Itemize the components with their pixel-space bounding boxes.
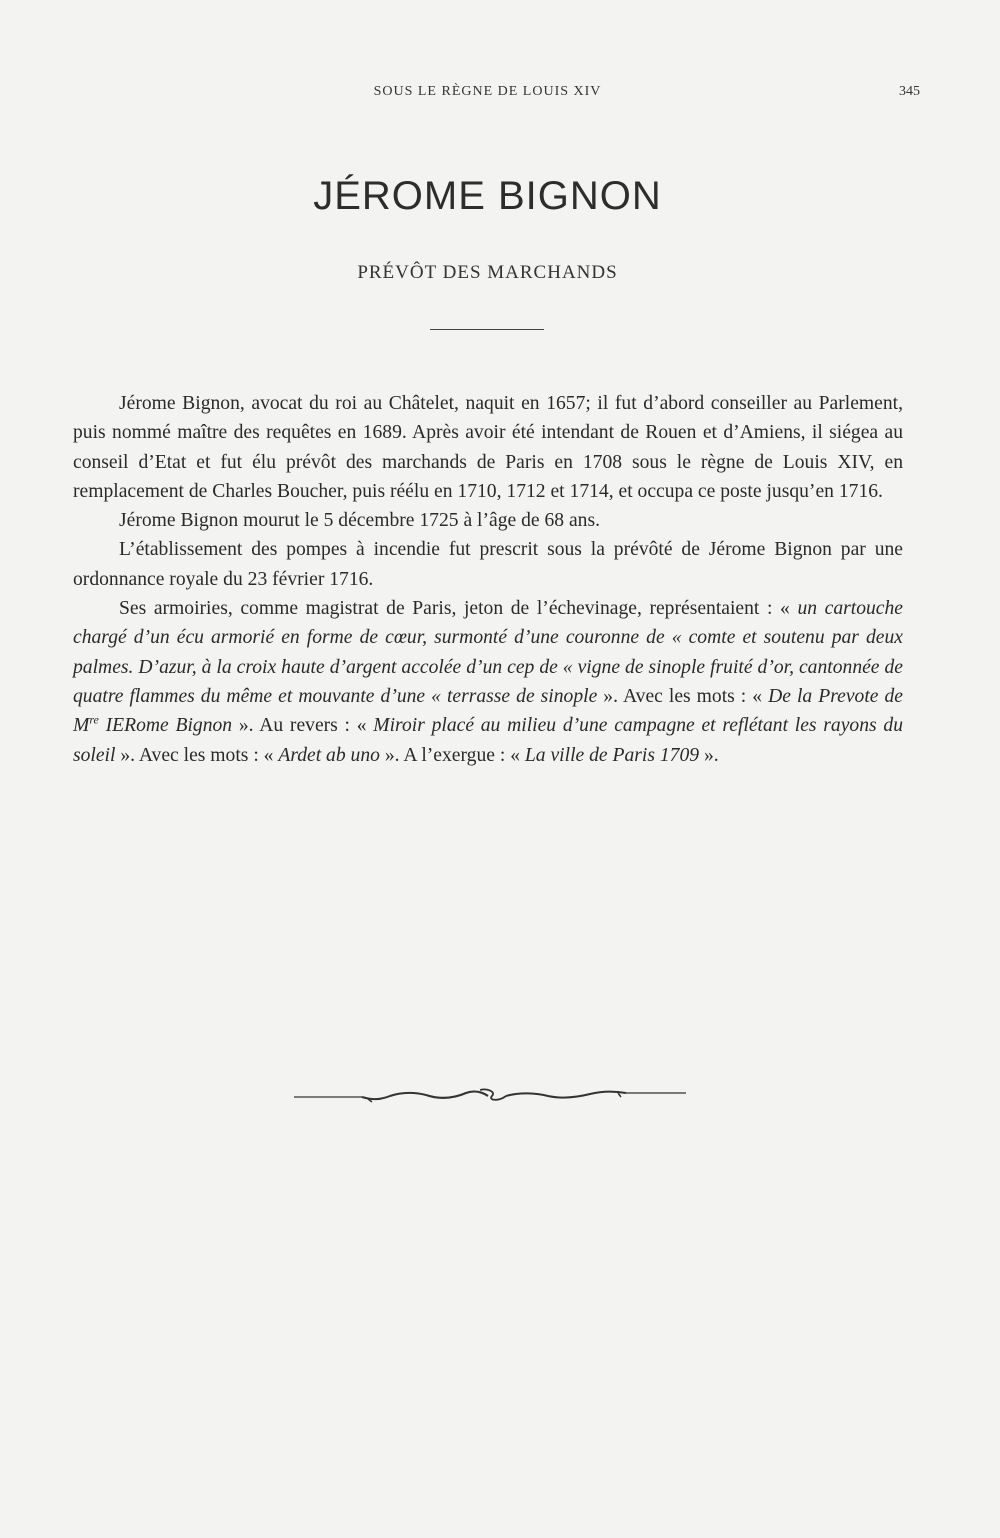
exergue-quote-close: ».	[699, 744, 719, 766]
paragraph-death: Jérome Bignon mourut le 5 décembre 1725 à l’âge de 68 ans.	[119, 510, 600, 532]
paragraph-arms	[73, 594, 903, 770]
reverse-quote-close: ». Avec les mots : «	[115, 744, 279, 766]
tailpiece-ornament	[292, 1078, 688, 1108]
reverse-description: Miroir placé au milieu d’une campagne et reflétant les rayons du soleil	[73, 715, 903, 766]
body-text	[73, 389, 903, 770]
arms-description: un cartouche chargé d’un écu armorié en forme de cœur, surmonté d’une couronne de « comte et soutenu par deux palmes. D’azur, à la croix haute d’argent accolée d’un cep de « vigne de sinople fruité d’or, cantonnée de quatre flammes du même et mouvante d’une « terrasse de sinople	[73, 598, 903, 707]
paragraph-biography: Jérome Bignon, avocat du roi au Châtelet, naquit en 1657; il fut d’abord conseiller au Parlement, puis nommé maître des requêtes en 1689. Après avoir été intendant de Rouen et d’Amiens, il siégea au conseil d’Etat et fut élu prévôt des marchands de Paris en 1708 sous le règne de Louis XIV, en remplacement de Charles Boucher, puis réélu en 1710, 1712 et 1714, et occupa ce poste jusqu’en 1716.	[73, 393, 903, 502]
legend-text-b: IERome Bignon	[98, 715, 233, 737]
motto-quote-close: ». A l’exergue : «	[379, 744, 525, 766]
paragraph-fire-pumps: L’établissement des pompes à incendie fut prescrit sous la prévôté de Jérome Bignon par une ordonnance royale du 23 février 1716.	[73, 539, 903, 590]
page-number: 345	[899, 84, 920, 99]
exergue: La ville de Paris 1709	[524, 744, 700, 766]
title-divider	[430, 329, 544, 330]
running-title: SOUS LE RÈGNE DE LOUIS XIV	[373, 84, 602, 99]
page-title: JÉROME BIGNON	[313, 174, 662, 218]
legend-text-a: De la Prevote de M	[73, 685, 903, 737]
page-subtitle: PRÉVÔT DES MARCHANDS	[357, 262, 618, 283]
running-head	[0, 84, 1000, 108]
arms-intro: Ses armoiries, comme magistrat de Paris, jeton de l’échevinage, représentaient :	[119, 598, 781, 620]
arms-quote-open: «	[780, 598, 798, 620]
motto: Ardet ab uno	[278, 744, 380, 766]
legend-quote-close: ». Au revers : «	[232, 715, 374, 737]
legend-superscript: re	[89, 712, 99, 727]
arms-quote-close: ». Avec les mots : «	[597, 685, 769, 707]
